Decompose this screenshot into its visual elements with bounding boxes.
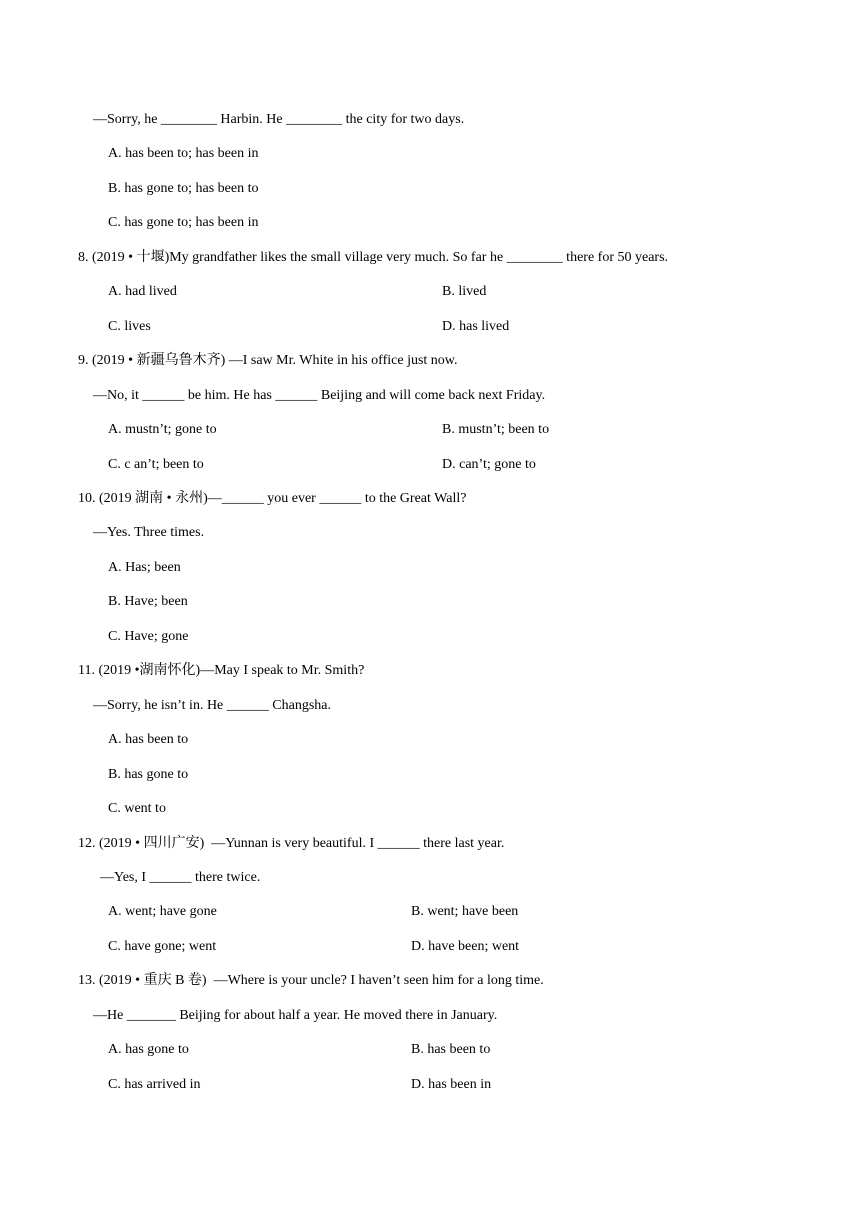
q12-reply: —Yes, I ______ there twice. bbox=[100, 870, 261, 885]
q7-option-b: B. has gone to; has been to bbox=[108, 181, 259, 196]
q8-option-d: D. has lived bbox=[442, 319, 510, 334]
q13-option-d: D. has been in bbox=[411, 1077, 492, 1092]
q7-option-c: C. has gone to; has been in bbox=[108, 215, 259, 230]
q10-option-b: B. Have; been bbox=[108, 594, 188, 609]
q13-reply: —He _______ Beijing for about half a year. He moved there in January. bbox=[93, 1008, 498, 1023]
q11-option-b: B. has gone to bbox=[108, 767, 189, 782]
q13-option-b: B. has been to bbox=[411, 1042, 491, 1057]
q11-reply: —Sorry, he isn’t in. He ______ Changsha. bbox=[93, 698, 331, 713]
q12-option-c: C. have gone; went bbox=[108, 939, 217, 954]
q11-option-a: A. has been to bbox=[108, 732, 189, 747]
q9-option-a: A. mustn’t; gone to bbox=[108, 422, 217, 437]
q7-reply: —Sorry, he ________ Harbin. He ________ the city for two days. bbox=[93, 112, 465, 127]
q9-option-d: D. can’t; gone to bbox=[442, 457, 536, 472]
q11-option-c: C. went to bbox=[108, 801, 166, 816]
q13-stem: 13. (2019 • 重庆 B 卷) —Where is your uncle? I haven’t seen him for a long time. bbox=[78, 973, 544, 988]
q12-option-a: A. went; have gone bbox=[108, 904, 217, 919]
q10-reply: —Yes. Three times. bbox=[93, 525, 205, 540]
q13-option-a: A. has gone to bbox=[108, 1042, 189, 1057]
q10-stem: 10. (2019 湖南 • 永州)—______ you ever ______ to the Great Wall? bbox=[78, 491, 467, 506]
q13-option-c: C. has arrived in bbox=[108, 1077, 201, 1092]
q8-option-a: A. had lived bbox=[108, 284, 177, 299]
q8-option-c: C. lives bbox=[108, 319, 151, 334]
q12-stem: 12. (2019 • 四川广安) —Yunnan is very beautiful. I ______ there last year. bbox=[78, 836, 505, 851]
q8-stem: 8. (2019 • 十堰)My grandfather likes the small village very much. So far he ________ there for 50 years. bbox=[78, 250, 669, 265]
q11-stem: 11. (2019 •湖南怀化)—May I speak to Mr. Smith? bbox=[78, 663, 365, 678]
q8-option-b: B. lived bbox=[442, 284, 487, 299]
q12-option-d: D. have been; went bbox=[411, 939, 520, 954]
q10-option-c: C. Have; gone bbox=[108, 629, 189, 644]
q7-option-a: A. has been to; has been in bbox=[108, 146, 259, 161]
q9-stem: 9. (2019 • 新疆乌鲁木齐) —I saw Mr. White in his office just now. bbox=[78, 353, 458, 368]
q9-option-b: B. mustn’t; been to bbox=[442, 422, 550, 437]
q9-reply: —No, it ______ be him. He has ______ Beijing and will come back next Friday. bbox=[93, 388, 546, 403]
q12-option-b: B. went; have been bbox=[411, 904, 519, 919]
q9-option-c: C. c an’t; been to bbox=[108, 457, 204, 472]
q10-option-a: A. Has; been bbox=[108, 560, 181, 575]
